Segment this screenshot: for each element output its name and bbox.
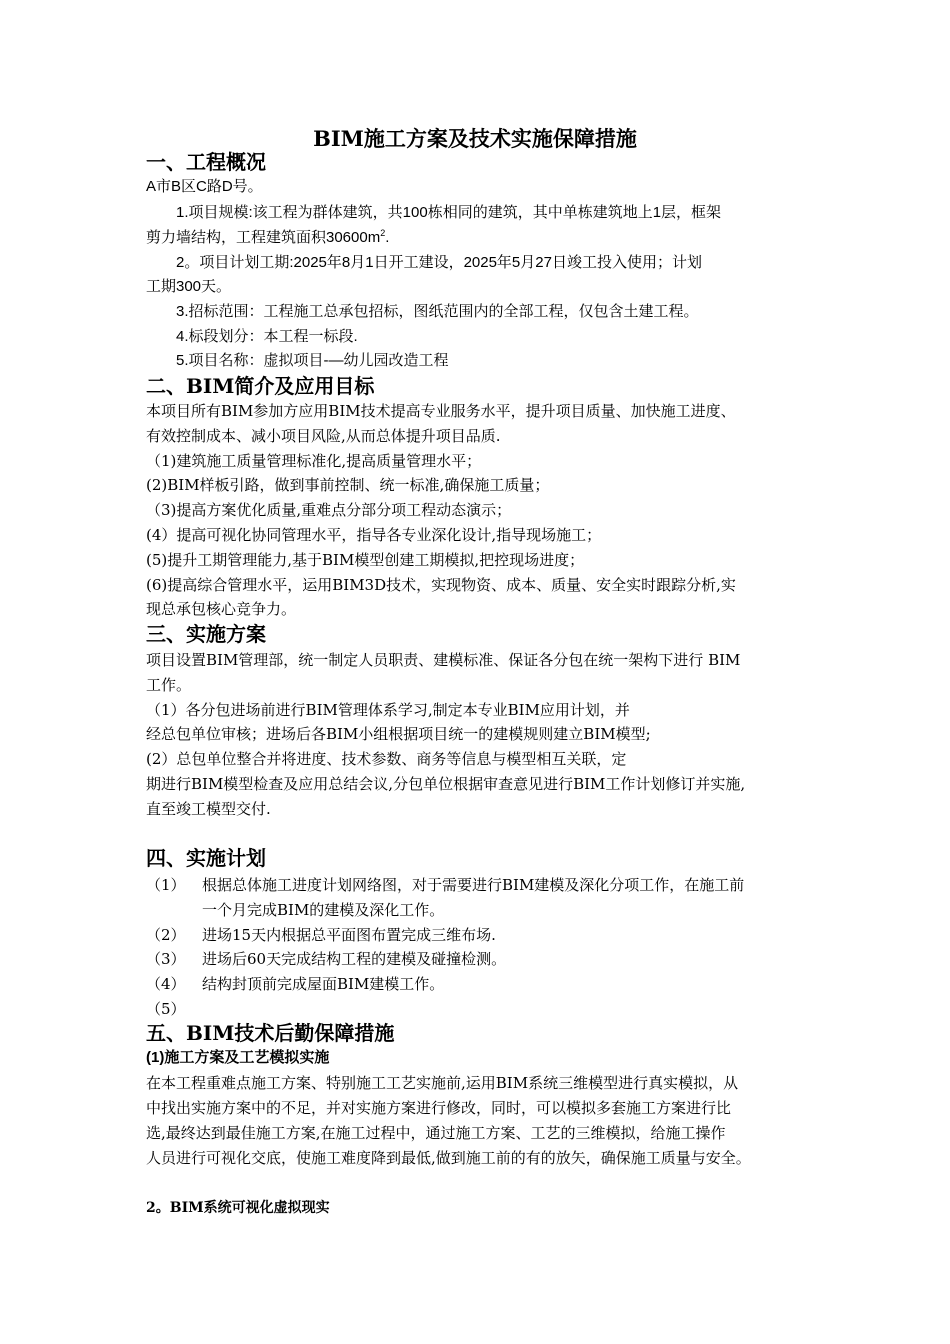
- s2-intro-line-2: 有效控制成本、减小项目风险,从而总体提升项目品质.: [146, 427, 501, 445]
- s2-item-1: （1)建筑施工质量管理标准化,提高质量管理水平；: [146, 452, 482, 470]
- s3-item-2-line-3: 直至竣工模型交付.: [146, 800, 271, 818]
- paragraph-5: 5.项目名称：虚拟项目-—幼儿园改造工程: [176, 352, 449, 369]
- paragraph-3: 3.招标范围：工程施工总承包招标，图纸范围内的全部工程，仅包含土建工程。: [176, 303, 699, 320]
- s5-subheading-2: 2。BIM系统可视化虚拟现实: [146, 1200, 330, 1216]
- section-4-heading: 四、实施计划: [146, 848, 266, 870]
- paragraph-2-line-1: 2。项目计划工期:2025年8月1日开工建设，2025年5月27日竣工投入使用；计划: [176, 254, 702, 271]
- s3-intro-line-1: 项目设置BIM管理部，统一制定人员职责、建模标准、保证各分包在统一架构下进行 BIM: [146, 651, 741, 669]
- s2-item-6-line-2: 现总承包核心竞争力。: [146, 600, 297, 618]
- section-2-heading: 二、BIM简介及应用目标: [146, 374, 375, 398]
- s2-item-5: (5)提升工期管理能力,基于BIM模型创建工期模拟,把控现场进度；: [146, 551, 585, 569]
- s5-paragraph-line-3: 选,最终达到最佳施工方案,在施工过程中，通过施工方案、工艺的三维模拟，给施工操作: [146, 1124, 726, 1142]
- s3-item-2-line-1: (2）总包单位整合并将进度、技术参数、商务等信息与模型相互关联，定: [146, 750, 627, 768]
- paragraph-1-line-1: 1.项目规模:该工程为群体建筑，共100栋相同的建筑，其中单栋建筑地上1层，框架: [176, 204, 722, 221]
- paragraph-4: 4.标段划分：本工程一标段.: [176, 328, 358, 345]
- s5-paragraph-line-1: 在本工程重难点施工方案、特别施工工艺实施前,运用BIM系统三维模型进行真实模拟，从: [146, 1074, 739, 1092]
- s2-item-3: （3)提高方案优化质量,重难点分部分项工程动态演示；: [146, 501, 512, 519]
- s2-item-2: (2)BIM样板引路，做到事前控制、统一标准,确保施工质量；: [146, 476, 550, 494]
- s5-subheading-1: (1)施工方案及工艺模拟实施: [146, 1049, 330, 1066]
- paragraph-2-line-2: 工期300天。: [146, 278, 232, 295]
- s4-item-2-text: 进场15天内根据总平面图布置完成三维布场.: [202, 926, 496, 944]
- s3-item-1-line-2: 经总包单位审核；进场后各BIM小组根据项目统一的建模规则建立BIM模型;: [146, 725, 651, 743]
- s4-item-1-line-2: 一个月完成BIM的建模及深化工作。: [202, 901, 445, 919]
- section-3-heading: 三、实施方案: [146, 624, 266, 646]
- project-address: A市B区C路D号。: [146, 178, 263, 195]
- s2-intro-line-1: 本项目所有BIM参加方应用BIM技术提高专业服务水平，提升项目质量、加快施工进度、: [146, 402, 736, 420]
- paragraph-1-line-2: 剪力墙结构，工程建筑面积$30600m^2$.: [146, 228, 390, 246]
- s5-paragraph-line-2: 中找出实施方案中的不足，并对实施方案进行修改，同时，可以模拟多套施工方案进行比: [146, 1099, 732, 1117]
- s2-item-6-line-1: (6)提高综合管理水平，运用BIM3D技术，实现物资、成本、质量、安全实时跟踪分析,实: [146, 576, 736, 594]
- s5-paragraph-line-4: 人员进行可视化交底，使施工难度降到最低,做到施工前的有的放矢，确保施工质量与安全。: [146, 1149, 751, 1167]
- s3-intro-line-2: 工作。: [146, 676, 192, 694]
- s4-item-4-number: （4）: [146, 975, 186, 993]
- s4-item-2-number: （2）: [146, 926, 186, 944]
- s2-item-4: (4）提高可视化协同管理水平，指导各专业深化设计,指导现场施工；: [146, 526, 602, 544]
- s4-item-4-text: 结构封顶前完成屋面BIM建模工作。: [202, 975, 445, 993]
- document-title: BIM施工方案及技术实施保障措施: [313, 126, 637, 151]
- s4-item-1-number: （1）: [146, 876, 186, 894]
- s4-item-3-text: 进场后60天完成结构工程的建模及碰撞检测。: [202, 950, 507, 968]
- section-5-heading: 五、BIM技术后勤保障措施: [146, 1021, 395, 1045]
- s4-item-3-number: （3）: [146, 950, 186, 968]
- s4-item-1-line-1: 根据总体施工进度计划网络图，对于需要进行BIM建模及深化分项工作，在施工前: [202, 876, 745, 894]
- s4-item-5-number: （5）: [146, 1000, 186, 1018]
- s3-item-1-line-1: （1）各分包进场前进行BIM管理体系学习,制定本专业BIM应用计划，并: [146, 701, 630, 719]
- section-1-heading: 一、工程概况: [146, 152, 266, 174]
- s3-item-2-line-2: 期进行BIM模型检查及应用总结会议,分包单位根据审查意见进行BIM工作计划修订并实施,: [146, 775, 746, 793]
